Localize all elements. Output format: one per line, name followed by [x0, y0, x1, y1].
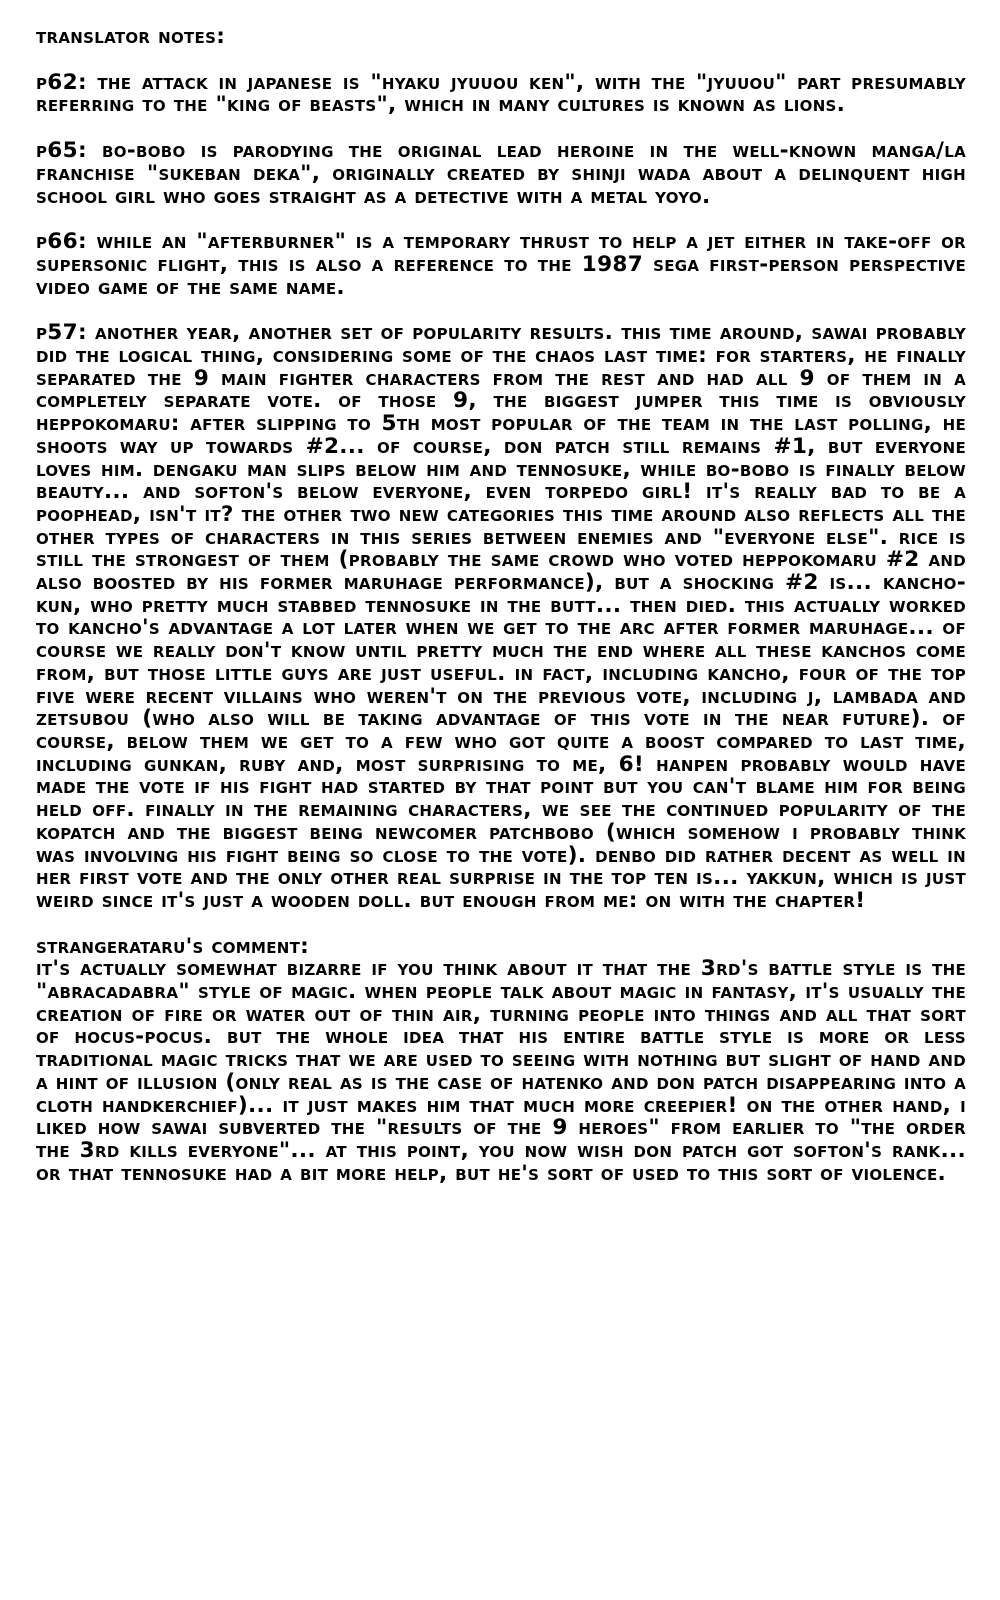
comment-body: it's actually somewhat bizarre if you think about it that the 3rd's battle style is the "abracadabra" style of magic. when people talk about magic in fantasy, it's usually the creation of fire or water out of thin air, turning people into things and all that sort of hocus-pocus. but the whole idea that his entire battle style is more or less traditional magic tricks that we are used to seeing with nothing but slight of hand and a hint of illusion (only real as is the case of hatenko and don patch disappearing into a cloth handkerchief)... it just makes him that much more creepier! on the other hand, i liked how sawai subverted the "results of the 9 heroes" from earlier to "the order the 3rd kills everyone"... at this point, you now wish don patch got softon's rank... or that tennosuke had a bit more help, but he's sort of used to this sort of violence. [36, 956, 966, 1186]
comment-heading: strangerataru's comment: [36, 933, 310, 959]
note-p62: p62: the attack in japanese is "hyaku jyuuou ken", with the "jyuuou" part presumably referring to the "king of beasts", which in many cultures is known as lions. [36, 69, 966, 118]
translator-notes-page [36, 26, 966, 1185]
note-p65: p65: bo-bobo is parodying the original lead heroine in the well-known manga/la franchise "sukeban deka", originally created by shinji wada about a delinquent high school girl who goes straight as a detective with a metal yoyo. [36, 138, 966, 209]
note-p66: p66: while an "afterburner" is a temporary thrust to help a jet either in take-off or supersonic flight, this is also a reference to the 1987 sega first-person perspective video game of the same name. [36, 229, 966, 300]
page-title: translator notes: [36, 24, 226, 49]
note-p57: p57: another year, another set of popularity results. this time around, sawai probably did the logical thing, considering some of the chaos last time: for starters, he finally separated the 9 main fighter characters from the rest and had all 9 of them in a completely separate vote. of those 9, the biggest jumper this time is obviously heppokomaru: after slipping to 5th most popular of the team in the last polling, he shoots way up towards #2... of course, don patch still remains #1, but everyone loves him. dengaku man slips below him and tennosuke, while bo-bobo is finally below beauty... and softon's below everyone, even torpedo girl! it's really bad to be a poophead, isn't it? the other two new categories this time around also reflects all the other types of characters in this series between enemies and "everyone else". rice is still the strongest of them (probably the same crowd who voted heppokomaru #2 and also boosted by his former maruhage performance), but a shocking #2 is... kancho-kun, who pretty much stabbed tennosuke in the butt... then died. this actually worked to kancho's advantage a lot later when we get to the arc after former maruhage... of course we really don't know until pretty much the end where all these kanchos come from, but those little guys are just useful. in fact, including kancho, four of the top five were recent villains who weren't on the previous vote, including j, lambada and zetsubou (who also will be taking advantage of this vote in the near future). of course, below them we get to a few who got quite a boost compared to last time, including gunkan, ruby and, most surprising to me, 6! hanpen probably would have made the vote if his fight had started by that point but you can't blame him for being held off. finally in the remaining characters, we see the continued popularity of the kopatch and the biggest being newcomer patchbobo (which somehow i probably think was involving his fight being so close to the vote). denbo did rather decent as well in her first vote and the only other real surprise in the top ten is... yakkun, which is just weird since it's just a wooden doll. but enough from me: on with the chapter! [36, 320, 966, 913]
